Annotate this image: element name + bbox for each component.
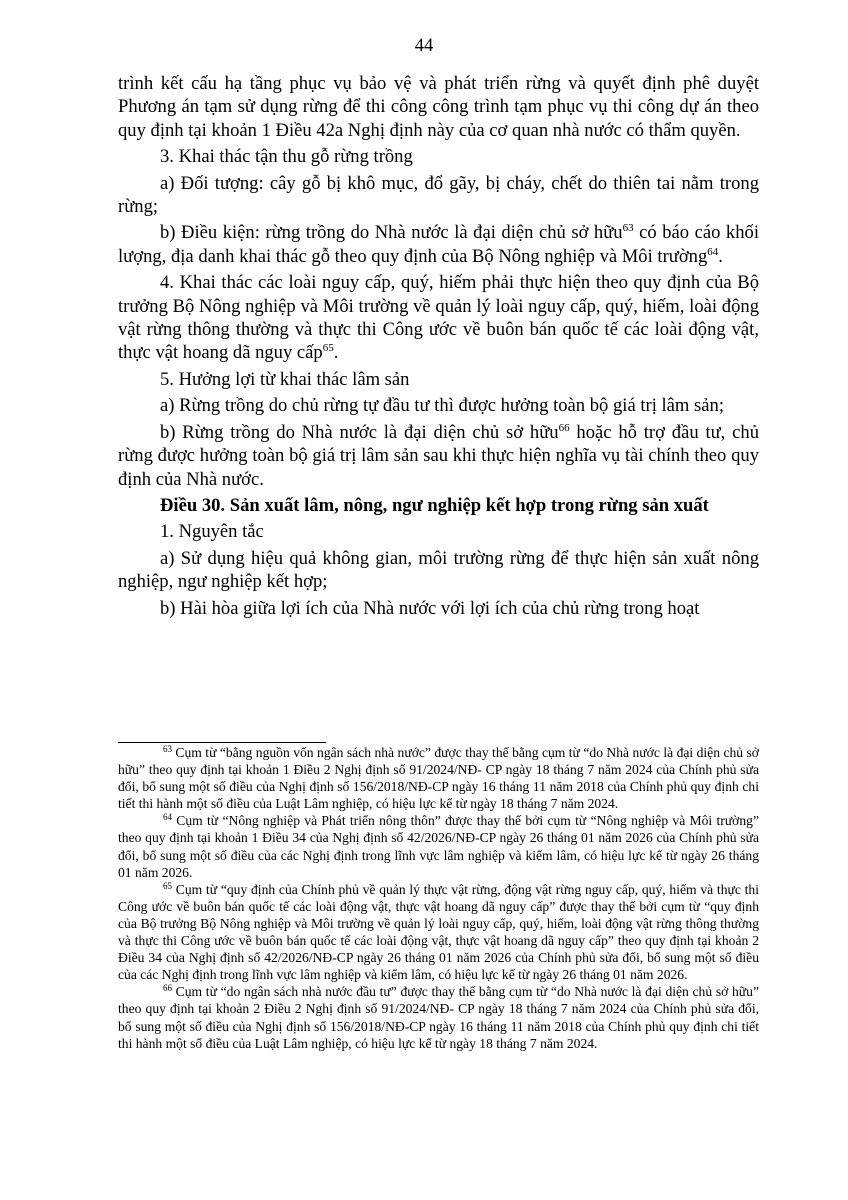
paragraph: trình kết cấu hạ tầng phục vụ bảo vệ và phát triển rừng và quyết định phê duyệt Phương án tạm sử dụng rừng để thi công công trình tạm phục vụ thi công dự án theo quy định tại khoản 1 Điều 42a Nghị định này của cơ quan nhà nước có thẩm quyền.: [118, 73, 759, 141]
footnote: $^{64}$ Cụm từ “Nông nghiệp và Phát triển nông thôn” được thay thế bởi cụm từ “Nông nghiệp và Môi trường” theo quy định tại khoản 1 Điều 34 của Nghị định số 42/2026/NĐ-CP ngày 26 tháng 01 năm 2026 của Chính phủ sửa đổi, bổ sung một số điều của các Nghị định trong lĩnh vực lâm nghiệp và kiểm lâm, có hiệu lực kể từ ngày 26 tháng 01 năm 2026.: [118, 812, 759, 880]
footnote: $^{66}$ Cụm từ “do ngân sách nhà nước đầu tư” được thay thế bằng cụm từ “do Nhà nước là đại diện chủ sở hữu” theo quy định tại khoản 2 Điều 2 Nghị định số 91/2024/NĐ- CP ngày 18 tháng 7 năm 2024 của Chính phủ sửa đổi, bổ sung một số điều của Nghị định số 156/2018/NĐ-CP ngày 16 tháng 11 năm 2018 của Chính phủ quy định chi tiết thi hành một số điều của Luật Lâm nghiệp, có hiệu lực kể từ ngày 18 tháng 7 năm 2024.: [118, 983, 759, 1051]
footnote-separator: [118, 742, 326, 743]
body-text: [118, 72, 759, 623]
paragraph: 5. Hưởng lợi từ khai thác lâm sản: [160, 368, 410, 390]
paragraph: 3. Khai thác tận thu gỗ rừng trồng: [160, 146, 413, 168]
footnote: $^{65}$ Cụm từ “quy định của Chính phủ về quản lý thực vật rừng, động vật rừng nguy cấp, quý, hiếm và thực thi Công ước về buôn bán quốc tế các loài động vật, thực vật hoang dã nguy cấp” được thay thế bởi cụm từ “quy định của Bộ trưởng Bộ Nông nghiệp và Môi trường về quản lý loài nguy cấp, quý, hiếm, loài động vật rừng thông thường và thực thi Công ước về buôn bán quốc tế các loài động vật, thực vật hoang dã nguy cấp” theo quy định tại khoản 2 Điều 34 của Nghị định số 42/2026/NĐ-CP ngày 26 tháng 01 năm 2026 của Chính phủ sửa đổi, bổ sung một số điều của các Nghị định trong lĩnh vực lâm nghiệp và kiểm lâm, có hiệu lực kể từ ngày 26 tháng 01 năm 2026.: [118, 880, 759, 983]
footnote-ref[interactable]: 64: [707, 245, 719, 258]
paragraph: 1. Nguyên tắc: [160, 521, 264, 543]
paragraph: 4. Khai thác các loài nguy cấp, quý, hiếm phải thực hiện theo quy định của Bộ trưởng Bộ Nông nghiệp và Môi trường về quản lý loài nguy cấp, quý, hiếm, loài động vật rừng thông thường và thực thi Công ước về buôn bán quốc tế các loài động vật, thực vật hoang dã nguy cấp$^{65}$.: [118, 272, 759, 364]
page-number: 44: [414, 36, 434, 56]
footnotes: [118, 744, 759, 1052]
footnote-ref[interactable]: 66: [558, 421, 570, 434]
paragraph: a) Rừng trồng do chủ rừng tự đầu tư thì được hưởng toàn bộ giá trị lâm sản;: [160, 395, 724, 417]
article-heading: Điều 30. Sản xuất lâm, nông, ngư nghiệp kết hợp trong rừng sản xuất: [160, 494, 709, 516]
paragraph: a) Đối tượng: cây gỗ bị khô mục, đổ gãy, bị cháy, chết do thiên tai nằm trong rừng;: [118, 172, 759, 218]
paragraph: b) Điều kiện: rừng trồng do Nhà nước là đại diện chủ sở hữu$^{63}$ có báo cáo khối lượng, địa danh khai thác gỗ theo quy định của Bộ Nông nghiệp và Môi trường$^{64}$.: [118, 222, 759, 267]
footnote: $^{63}$ Cụm từ “bằng nguồn vốn ngân sách nhà nước” được thay thế bằng cụm từ “do Nhà nước là đại diện chủ sở hữu” theo quy định tại khoản 1 Điều 2 Nghị định số 91/2024/NĐ- CP ngày 18 tháng 7 năm 2024 của Chính phủ sửa đổi, bổ sung một số điều của Nghị định số 156/2018/NĐ-CP ngày 16 tháng 11 năm 2018 của Chính phủ quy định chi tiết thi hành một số điều của Luật Lâm nghiệp, có hiệu lực kể từ ngày 18 tháng 7 năm 2024.: [118, 744, 759, 812]
paragraph: a) Sử dụng hiệu quả không gian, môi trường rừng để thực hiện sản xuất nông nghiệp, ngư nghiệp kết hợp;: [118, 547, 759, 593]
paragraph: b) Rừng trồng do Nhà nước là đại diện chủ sở hữu$^{66}$ hoặc hỗ trợ đầu tư, chủ rừng được hưởng toàn bộ giá trị lâm sản sau khi thực hiện nghĩa vụ tài chính theo quy định của Nhà nước.: [118, 421, 759, 490]
paragraph: b) Hài hòa giữa lợi ích của Nhà nước với lợi ích của chủ rừng trong hoạt: [160, 597, 700, 619]
footnote-ref[interactable]: 63: [622, 222, 634, 235]
footnote-ref[interactable]: 65: [322, 342, 334, 355]
